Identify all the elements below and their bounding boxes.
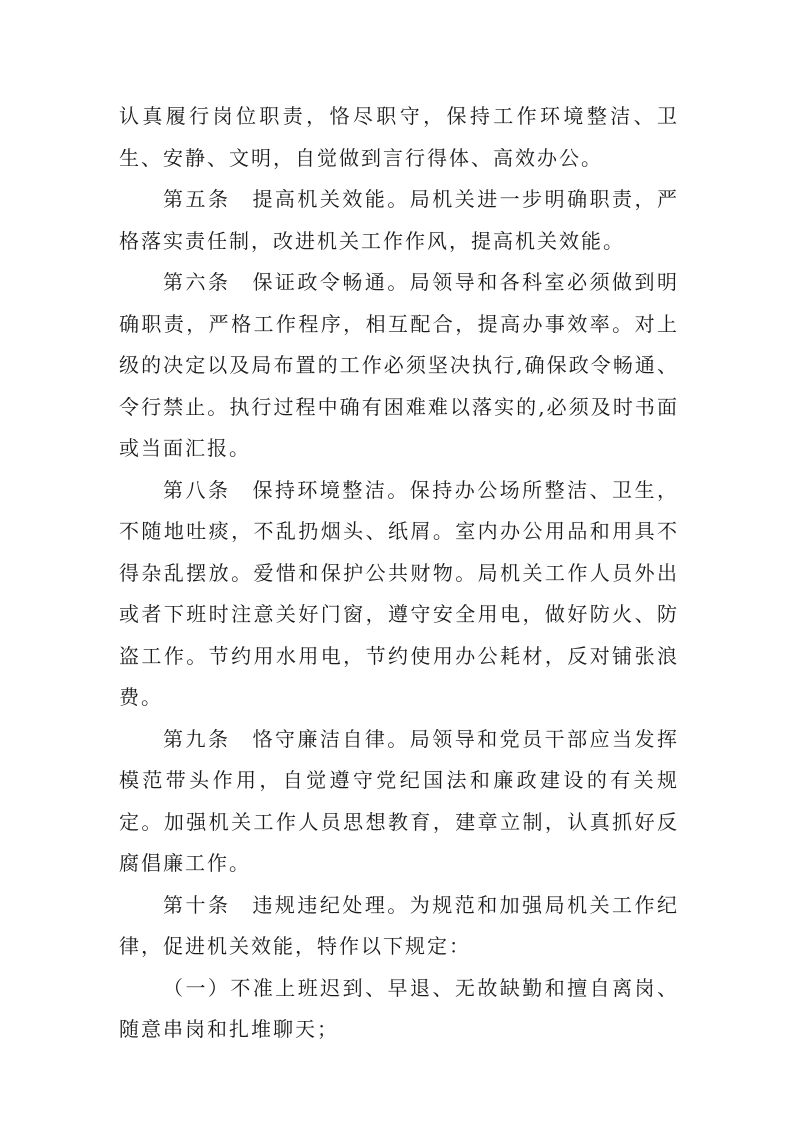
document-body [119, 96, 679, 1051]
paragraph-text: 认真履行岗位职责，恪尽职守，保持工作环境整洁、卫生、安静、文明，自觉做到言行得体、高效办公。 [119, 104, 679, 170]
article-number: 第十条 [163, 892, 231, 917]
article-text: 提高机关效能。局机关进一步明确职责，严格落实责任制，改进机关工作作风，提高机关效能。 [119, 187, 680, 253]
article-number: 第六条 [163, 270, 231, 294]
article-9 [119, 719, 679, 885]
article-10 [119, 885, 679, 968]
article-6 [119, 262, 679, 470]
article-number: 第八条 [163, 477, 231, 502]
list-item-1 [119, 968, 679, 1051]
list-item-text: （一）不准上班迟到、早退、无故缺勤和擅自离岗、随意串岗和扎堆聊天； [119, 975, 679, 1041]
article-text: 违规违纪处理。为规范和加强局机关工作纪律，促进机关效能，特作以下规定： [119, 892, 680, 958]
article-number: 第五条 [163, 187, 231, 211]
article-text: 保持环境整洁。保持办公场所整洁、卫生，不随地吐痰，不乱扔烟头、纸屑。室内办公用品和用具不得杂乱摆放。爱惜和保护公共财物。局机关工作人员外出或者下班时注意关好门窗，遵守安全用电，做好防火、防盗工作。节约用水用电，节约使用办公耗材，反对铺张浪费。 [119, 477, 680, 709]
paragraph-continuation [119, 96, 679, 179]
article-8 [119, 470, 679, 719]
article-5 [119, 179, 679, 262]
article-text: 保证政令畅通。局领导和各科室必须做到明确职责，严格工作程序，相互配合，提高办事效率。对上级的决定以及局布置的工作必须坚决执行,确保政令畅通、令行禁止。执行过程中确有困难难以落实的,必须及时书面或当面汇报。 [119, 270, 680, 460]
article-number: 第九条 [163, 726, 231, 751]
article-text: 恪守廉洁自律。局领导和党员干部应当发挥模范带头作用，自觉遵守党纪国法和廉政建设的有关规定。加强机关工作人员思想教育，建章立制，认真抓好反腐倡廉工作。 [119, 726, 680, 875]
